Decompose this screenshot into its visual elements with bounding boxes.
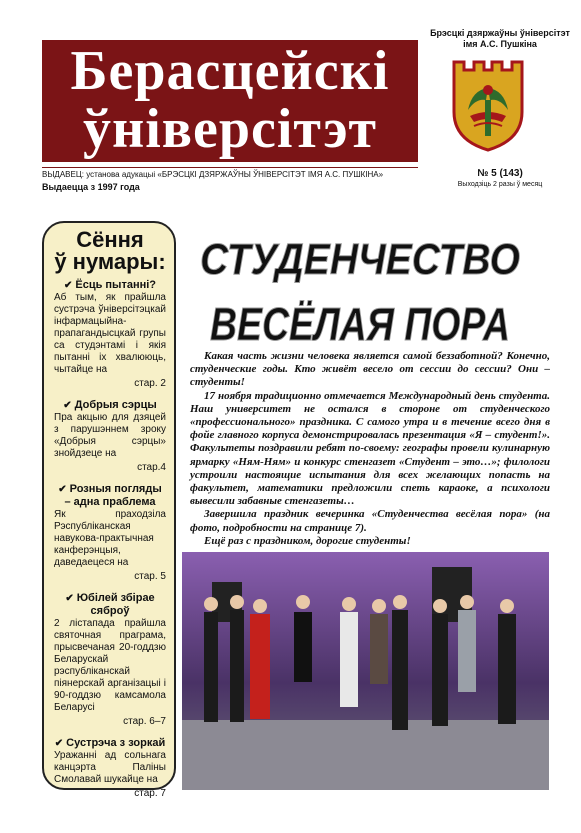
party-photo <box>182 552 549 790</box>
sidebar-item-text: Уражанні ад сольнага канцэрта Паліны Смолавай шукайце на <box>54 750 166 785</box>
article-paragraph: 17 ноября традиционно отмечается Международный день студента. Наш университет не остался в стороне от студенческого «профессионального» праздника. С самого утра и в течение всего дня в фойе главного корпуса демонстрировалась презентация «Я – студент!». Факультеты поздравили ребят по-своему: географы провели кулинарную ярмарку «Ням-Ням» и конкурс стенгазет «Студент – это…»; филологи устроили настоящие испытания для всех желающих попасть на факультет, математики предложили спеть караоке, а психологи вывесили забавные стенгазеты… <box>190 389 550 508</box>
issue-number: № 5 (143) <box>477 168 523 179</box>
masthead <box>42 40 418 162</box>
sidebar-item-page: стар. 7 <box>134 788 166 799</box>
sidebar-item[interactable] <box>54 279 166 390</box>
sidebar-item-page: стар. 5 <box>134 571 166 582</box>
since-line: Выдаецца з 1997 года <box>42 182 140 192</box>
headline-line2: ВЕСЁЛАЯ ПОРА <box>210 298 510 350</box>
lead-article <box>190 350 550 548</box>
checkmark-icon: ✔ <box>63 400 72 411</box>
sidebar-item-page: стар. 2 <box>134 378 166 389</box>
sidebar-title <box>54 229 166 273</box>
checkmark-icon: ✔ <box>63 280 73 291</box>
sidebar-item-heading: Сустрэча з зоркай <box>66 737 166 749</box>
masthead-rule <box>42 167 418 168</box>
sidebar-item-page: стар.4 <box>137 462 166 473</box>
sidebar-item-heading: Добрыя сэрцы <box>74 399 157 411</box>
sidebar-item-heading: Юбілей збірае сяброў <box>76 592 155 617</box>
article-paragraph: Какая часть жизни человека является самой беззаботной? Конечно, студенческие годы. Кто живёт весело от сессии до сессии? Они – студенты! <box>190 350 550 389</box>
sidebar-item-text: Пра акцыю для дзяцей з парушэннем зроку «Добрыя сэрцы» знойдзеце на <box>54 412 166 459</box>
checkmark-icon: ✔ <box>54 738 64 749</box>
sidebar-item-text: Як праходзіла Рэспубліканская навукова-практычная канферэнцыя, даведаецеся на <box>54 509 166 568</box>
article-paragraph: Ещё раз с праздником, дорогие студенты! <box>204 534 411 547</box>
sidebar-title-line2: ў нумары: <box>54 249 166 274</box>
checkmark-icon: ✔ <box>58 484 67 495</box>
masthead-title-line2: ўніверсітэт <box>82 98 378 160</box>
article-paragraph: Завершила праздник вечеринка «Студенчества весёлая пора» (на фото, подробности на странице 7). <box>190 508 550 534</box>
issue-frequency: Выходзіць 2 разы ў месяц <box>457 181 543 188</box>
university-name: Брэсцкі дзяржаўны ўніверсітэт імя А.С. Пушкіна <box>430 28 570 49</box>
headline <box>190 212 530 352</box>
sidebar-item-heading: Ёсць пытанні? <box>75 279 157 291</box>
sidebar-item-text: Аб тым, як прайшла сустрэча ўніверсітэцкай інфармацыйна-прапагандысцкай групы са студэнтамі і якія пытанні іх хвалююць, чытайце на <box>54 292 166 375</box>
publisher-line: ВЫДАВЕЦ: установа адукацыі «БРЭСЦКІ ДЗЯРЖАЎНЫ ЎНІВЕРСІТЭТ ІМЯ А.С. ПУШКІНА» <box>42 170 384 179</box>
sidebar-item-page: стар. 6–7 <box>123 716 166 727</box>
in-this-issue-sidebar <box>42 221 176 799</box>
sidebar-title-line1: Сёння <box>76 227 144 252</box>
headline-line1: СТУДЕНЧЕСТВО <box>200 235 520 284</box>
sidebar-item[interactable] <box>54 592 166 728</box>
sidebar-item-heading: Розныя погляды – адна праблема <box>64 483 162 508</box>
sidebar-item[interactable] <box>54 737 166 800</box>
sidebar-item[interactable] <box>54 399 166 474</box>
sidebar-item[interactable] <box>54 483 166 583</box>
sidebar-item-text: 2 лістапада прайшла святочная праграма, прысвечаная 20-годдзю Беларускай рэспубліканскай піянерскай арганізацыі і 90-годдзю камсамола Беларусі <box>54 618 166 713</box>
university-crest-icon <box>450 60 526 152</box>
checkmark-icon: ✔ <box>65 593 74 604</box>
masthead-title-line1: Берасцейскі <box>70 40 390 102</box>
